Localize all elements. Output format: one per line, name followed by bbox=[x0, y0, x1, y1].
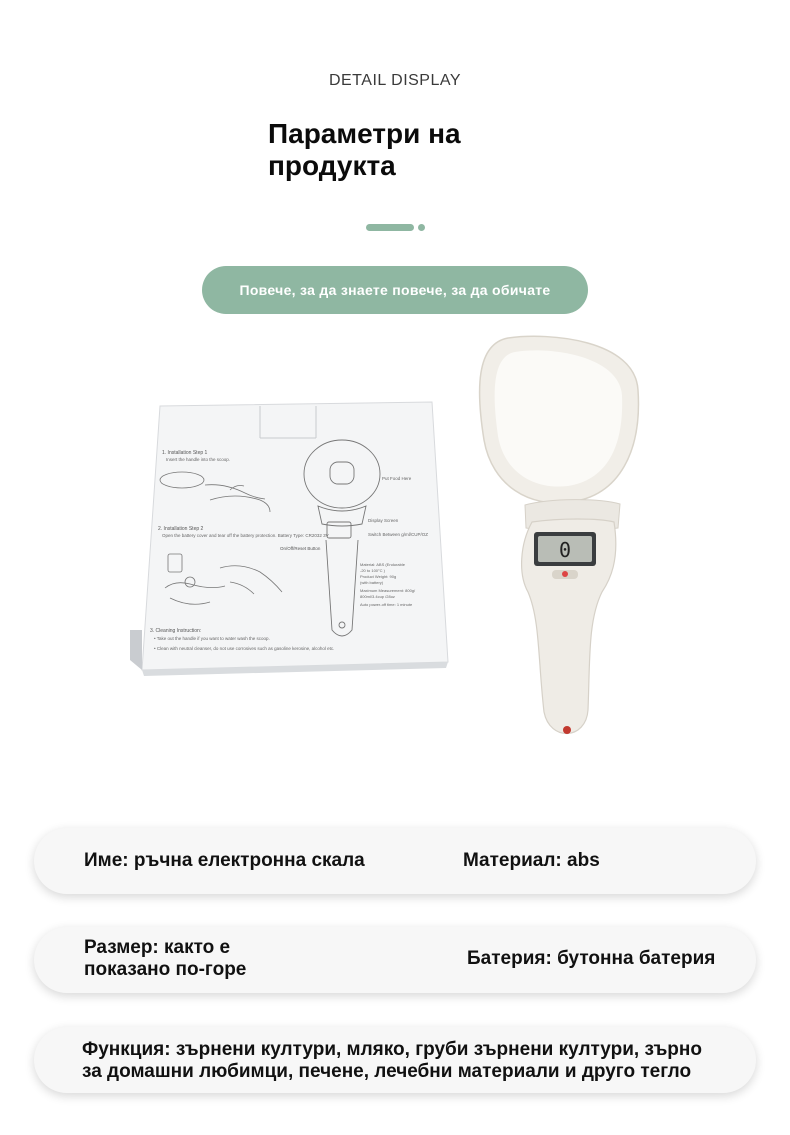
title-divider bbox=[366, 224, 436, 231]
spec-material: Материал: abs bbox=[463, 850, 600, 871]
product-photo bbox=[120, 330, 680, 760]
spec-line-5: Maximum Measurement: 800g/ bbox=[360, 588, 416, 593]
spec-card-size-battery bbox=[34, 927, 756, 993]
label-put-food: Put Food Here bbox=[382, 476, 412, 481]
spec-size-line-1: Размер: както е bbox=[84, 937, 231, 958]
manual-step2-title: 2. Installation Step 2 bbox=[158, 526, 204, 532]
spec-name: Име: ръчна електронна скала bbox=[84, 850, 365, 871]
spec-line-3: Product Weight: 90g bbox=[360, 574, 397, 579]
section-kicker: DETAIL DISPLAY bbox=[328, 72, 462, 89]
page-title bbox=[268, 118, 528, 182]
label-switch: Switch Between g/ml/CUP/OZ bbox=[368, 532, 429, 537]
manual-step2-text: Open the battery cover and tear off the battery protection. Battery Type: CR2032 3V bbox=[162, 533, 329, 538]
spec-line-2: -20 to 100°C ) bbox=[360, 568, 385, 573]
spec-line-1: Material: ABS (Endurable bbox=[360, 562, 405, 567]
instruction-manual bbox=[130, 402, 448, 676]
manual-step1-title: 1. Installation Step 1 bbox=[162, 450, 208, 456]
spec-line-7: Auto power-off time: 1 minute bbox=[360, 602, 413, 607]
divider-dot bbox=[418, 224, 425, 231]
spec-function bbox=[82, 1039, 772, 1083]
cta-pill: Повече, за да знаете повече, за да обичате bbox=[202, 266, 588, 314]
scale-display-value: 0 bbox=[558, 538, 572, 562]
spec-function-line-2: за домашни любимци, печене, лечебни материали и друго тегло bbox=[82, 1061, 692, 1082]
spec-size bbox=[84, 937, 246, 981]
manual-step3-text-1: • Take out the handle if you want to water wash the scoop. bbox=[154, 636, 270, 641]
label-display-screen: Display Screen bbox=[368, 518, 399, 523]
spec-size-line-2: показано по-горе bbox=[84, 959, 247, 980]
manual-step1-text: Insert the handle into the scoop. bbox=[166, 457, 231, 462]
label-onoff: On/Off/Reset Button bbox=[280, 546, 321, 551]
spec-card-name-material bbox=[34, 828, 756, 894]
divider-bar bbox=[366, 224, 414, 231]
spec-function-line-1: Функция: зърнени култури, мляко, груби зърнени култури, зърно bbox=[82, 1039, 702, 1060]
scoop-scale-product bbox=[480, 336, 639, 734]
manual-step3-title: 3. Cleaning Instruction: bbox=[150, 628, 202, 634]
spec-battery: Батерия: бутонна батерия bbox=[467, 948, 716, 969]
page-title-line-1: Параметри на bbox=[268, 118, 461, 149]
spec-card-function bbox=[34, 1027, 756, 1093]
page-title-line-2: продукта bbox=[268, 150, 396, 181]
manual-step3-text-2: • Clean with neutral cleanser, do not use corrosives such as gasoline kerosine, alcohol etc. bbox=[154, 646, 335, 651]
spec-line-4: (with battery) bbox=[360, 580, 384, 585]
spec-line-6: 800ml/3.4cup /28oz bbox=[360, 594, 395, 599]
